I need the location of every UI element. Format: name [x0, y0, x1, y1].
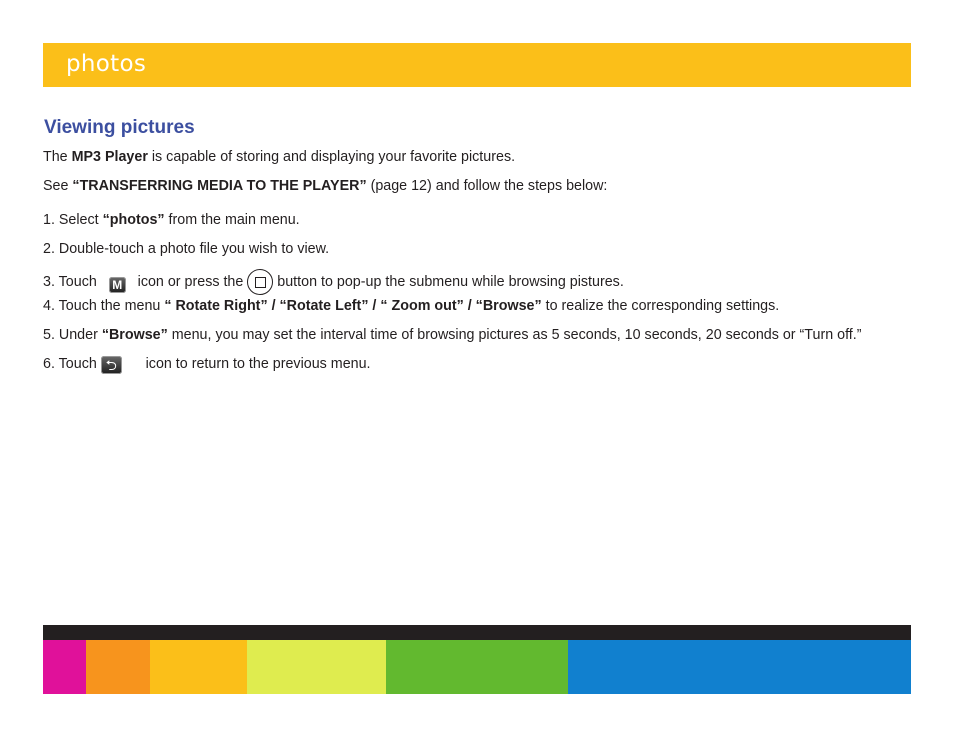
step-1: 1. Select “photos” from the main menu.	[43, 212, 300, 228]
header-bar	[43, 43, 911, 87]
square-button-icon[interactable]	[247, 269, 273, 295]
section-heading: Viewing pictures	[44, 117, 195, 138]
footer-swatch-yellow	[150, 640, 247, 694]
intro-line-1: The MP3 Player is capable of storing and displaying your favorite pictures.	[43, 149, 516, 165]
footer-swatch-blue	[568, 640, 911, 694]
step-2: 2. Double-touch a photo file you wish to view.	[43, 241, 330, 257]
footer-dark-strip	[43, 625, 911, 640]
footer-swatch-green	[386, 640, 568, 694]
footer-swatch-orange	[86, 640, 150, 694]
back-arrow-icon[interactable]: ⮌	[101, 356, 122, 374]
step-5: 5. Under “Browse” menu, you may set the interval time of browsing pictures as 5 seconds, 10 seconds, 20 seconds or “Turn off.”	[43, 327, 862, 343]
step-4: 4. Touch the menu “ Rotate Right” / “Rotate Left” / “ Zoom out” / “Browse” to realize the corresponding settings.	[43, 298, 780, 314]
menu-m-icon[interactable]: M	[109, 277, 126, 293]
footer-swatch-lime	[247, 640, 386, 694]
step-6: 6. Touch ⮌ icon to return to the previous menu.	[43, 356, 371, 373]
page-title: photos	[66, 51, 147, 77]
footer-swatch-magenta	[43, 640, 86, 694]
step-3: 3. Touch M icon or press the button to pop-up the submenu while browsing pistures.	[43, 269, 624, 295]
intro-line-2: See “TRANSFERRING MEDIA TO THE PLAYER” (page 12) and follow the steps below:	[43, 178, 608, 194]
footer-color-bar	[43, 640, 911, 694]
